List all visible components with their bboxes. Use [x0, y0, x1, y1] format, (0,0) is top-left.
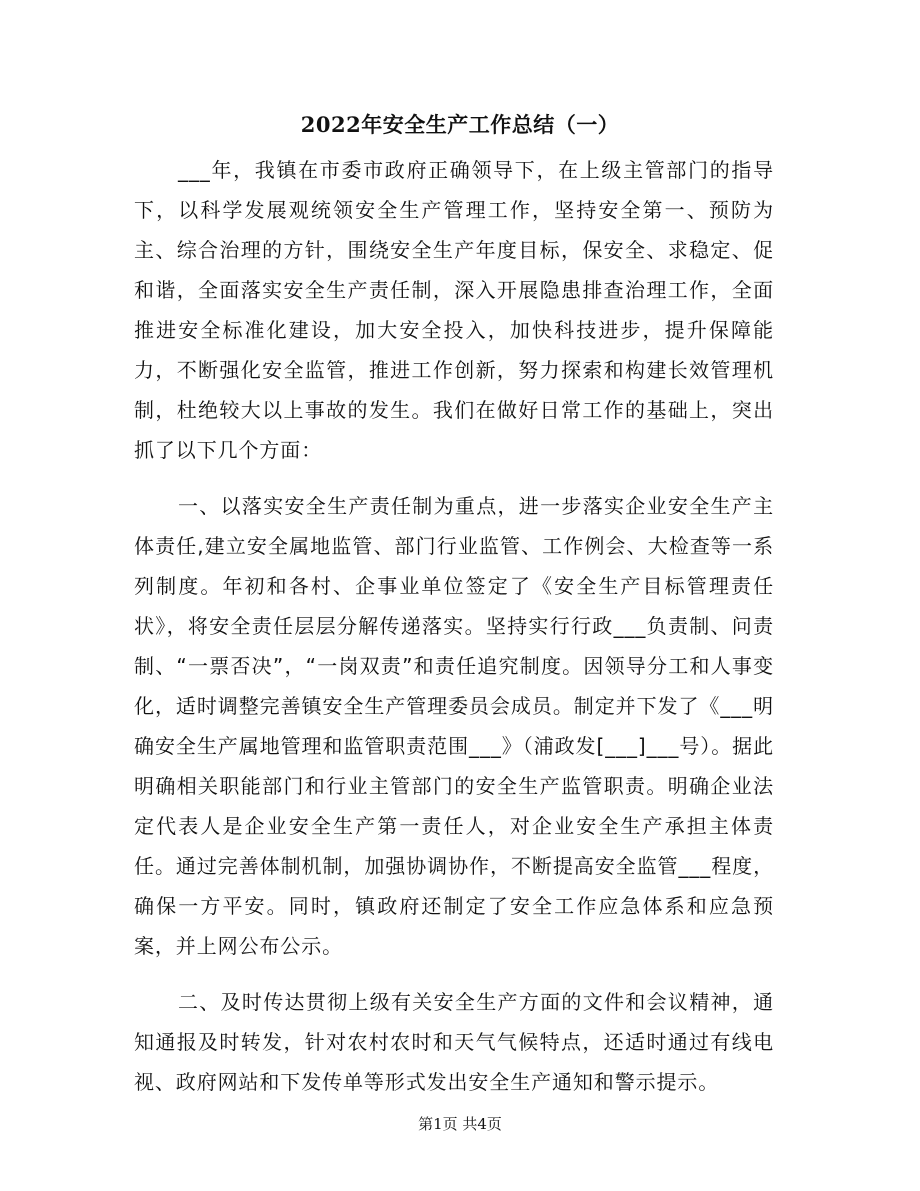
paragraph-intro: ___年，我镇在市委市政府正确领导下，在上级主管部门的指导下，以科学发展观统领安全生产管理工作，坚持安全第一、预防为主、综合治理的方针，围绕安全生产年度目标，保安全、求稳定、促和谐，全面落实安全生产责任制，深入开展隐患排查治理工作，全面推进安全标准化建设，加大安全投入，加快科技进步，提升保障能力，不断强化安全监管，推进工作创新，努力探索和构建长效管理机制，杜绝较大以上事故的发生。我们在做好日常工作的基础上，突出抓了以下几个方面： — [134, 158, 774, 462]
document-body — [134, 150, 774, 1102]
paragraph-section-two: 二、及时传达贯彻上级有关安全生产方面的文件和会议精神，通知通报及时转发，针对农村农时和天气气候特点，还适时通过有线电视、政府网站和下发传单等形式发出安全生产通知和警示提示。 — [134, 990, 774, 1094]
paragraph-section-one: 一、以落实安全生产责任制为重点，进一步落实企业安全生产主体责任,建立安全属地监管、部门行业监管、工作例会、大检查等一系列制度。年初和各村、企事业单位签定了《安全生产目标管理责任状》，将安全责任层层分解传递落实。坚持实行行政___负责制、问责制、“一票否决”，“一岗双责”和责任追究制度。因领导分工和人事变化，适时调整完善镇安全生产管理委员会成员。制定并下发了《___明确安全生产属地管理和监管职责范围___》（浦政发[___]___号）。据此明确相关职能部门和行业主管部门的安全生产监管职责。明确企业法定代表人是企业安全生产第一责任人，对企业安全生产承担主体责任。通过完善体制机制，加强协调协作，不断提高安全监管___程度，确保一方平安。同时，镇政府还制定了安全工作应急体系和应急预案，并上网公布公示。 — [134, 494, 774, 958]
page-number-footer: 第1页 共4页 — [418, 1115, 502, 1133]
document-title: 2022年安全生产工作总结（一） — [300, 112, 620, 137]
